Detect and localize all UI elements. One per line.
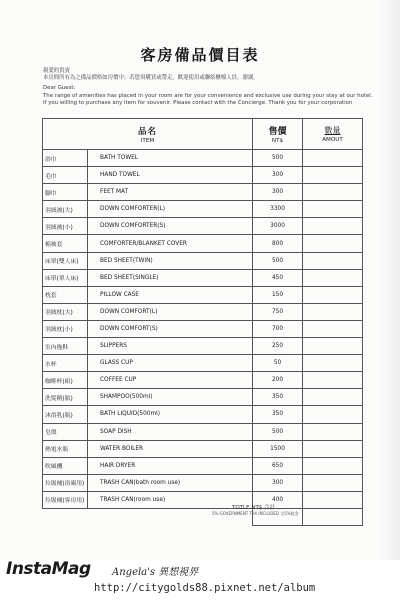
item-name-zh: 沐浴乳(瓶) [43,406,88,423]
table-row [43,457,363,474]
item-price: 50 [253,355,303,372]
item-amount [303,235,363,252]
item-name-en: SHAMPOO(500ml) [88,389,253,406]
item-price: 650 [253,457,303,474]
item-name-zh: 室內拖鞋 [43,338,88,355]
table-row [43,338,363,355]
item-amount [303,338,363,355]
item-name-zh: 吹風機 [43,457,88,474]
item-price: 1500 [253,440,303,457]
item-amount [303,218,363,235]
item-name-en: HAND TOWEL [88,167,253,184]
header-price-zh: 售價 [268,127,287,137]
album-url: http://citygolds88.pixnet.net/album [94,582,316,594]
item-amount [303,406,363,423]
price-table [42,118,363,542]
table-row [43,184,363,201]
item-price: 300 [253,474,303,491]
item-name-en: FEET MAT [88,184,253,201]
item-amount [303,423,363,440]
item-price: 500 [253,423,303,440]
table-row [43,235,363,252]
item-name-zh: 熱電水瓶 [43,440,88,457]
table-row [43,201,363,218]
blank-row-cell [303,526,363,543]
item-amount [303,355,363,372]
item-name-en: COMFORTER/BLANKET COVER [88,235,253,252]
greeting-en-salutation: Dear Guest: [43,85,76,91]
item-amount [303,320,363,337]
total-row-cell [303,508,363,525]
item-name-en: PILLOW CASE [88,286,253,303]
item-amount [303,269,363,286]
item-price: 400 [253,491,303,508]
table-row [43,150,363,167]
item-name-zh: 洗髮精(瓶) [43,389,88,406]
total-row [43,508,363,525]
item-name-zh: 皂盤 [43,423,88,440]
item-name-zh: 水杯 [43,355,88,372]
item-name-en: BATH TOWEL [88,150,253,167]
item-name-en: BED SHEET(TWIN) [88,252,253,269]
header-amount [303,119,363,150]
table-row [43,269,363,286]
item-price: 350 [253,406,303,423]
blank-row-cell [88,526,253,543]
item-amount [303,440,363,457]
item-name-zh: 咖啡杯(組) [43,372,88,389]
item-name-en: BATH LIQUID(500ml) [88,406,253,423]
item-price: 500 [253,150,303,167]
item-name-zh: 棉被套 [43,235,88,252]
item-name-en: DOWN COMFORTER(S) [88,218,253,235]
item-amount [303,303,363,320]
item-price: 500 [253,252,303,269]
header-price [253,119,303,150]
item-name-en: SLIPPERS [88,338,253,355]
header-amount-en: AMOUT [322,137,343,143]
blank-row-cell [253,526,303,543]
greeting-en-line1: The range of amenities has placed in your room are for your convenience and exclusive use during your stay at our hotel. [43,93,373,99]
item-name-en: COFFEE CUP [88,372,253,389]
item-name-zh: 垃圾桶(客房用) [43,491,88,508]
item-name-zh: 腳巾 [43,184,88,201]
item-name-zh: 毛巾 [43,167,88,184]
item-name-en: BED SHEET(SINGLE) [88,269,253,286]
item-name-zh: 羽絨被(大) [43,201,88,218]
item-name-zh: 羽絨枕(小) [43,320,88,337]
item-name-en: WATER BOILER [88,440,253,457]
header-price-en: NT$ [271,138,284,144]
table-row [43,252,363,269]
item-amount [303,150,363,167]
table-row [43,474,363,491]
item-price: 200 [253,372,303,389]
item-amount [303,474,363,491]
blank-row-cell [43,526,88,543]
item-price: 250 [253,338,303,355]
item-amount [303,457,363,474]
item-name-en: DOWN COMFORT(L) [88,303,253,320]
item-name-en: DOWN COMFORTER(L) [88,201,253,218]
item-name-en: GLASS CUP [88,355,253,372]
item-amount [303,372,363,389]
item-name-en: TRASH CAN(bath room use) [88,474,253,491]
table-row [43,491,363,508]
price-table-header [43,119,363,150]
item-amount [303,184,363,201]
item-amount [303,201,363,218]
item-price: 700 [253,320,303,337]
blog-name: Angela's 異想視界 [112,567,199,578]
header-item-en: ITEM [140,137,155,144]
item-name-zh: 垃圾桶(浴廁用) [43,474,88,491]
table-row [43,355,363,372]
item-price: 150 [253,286,303,303]
table-row [43,406,363,423]
item-price: 800 [253,235,303,252]
table-row [43,303,363,320]
table-row [43,440,363,457]
header-item [43,119,253,150]
header-item-zh: 品名 [138,126,158,137]
total-label: TOTLE NT$ 合計 [232,505,276,511]
tax-note: 5% GOVERNMENT TAX INCLUDED 含5%稅金 [212,511,299,516]
item-name-zh: 床單(雙人床) [43,252,88,269]
item-name-en: DOWN COMFORT(S) [88,320,253,337]
item-amount [303,167,363,184]
item-amount [303,286,363,303]
item-name-zh: 浴巾 [43,150,88,167]
item-name-zh: 羽絨枕(大) [43,303,88,320]
total-row-cell [43,508,88,525]
item-name-en: TRASH CAN(room use) [88,491,253,508]
greeting-zh-salutation: 親愛的貴賓 [43,68,70,74]
item-price: 300 [253,184,303,201]
item-price: 350 [253,389,303,406]
item-name-en: SOAP DISH [88,423,253,440]
table-row [43,372,363,389]
item-price: 3000 [253,218,303,235]
greeting-en-line2: If you willing to purchase any item for souvenir. Please contact with the Concierge. Thank you for your corporation [43,100,353,106]
item-name-zh: 枕套 [43,286,88,303]
table-row [43,167,363,184]
table-row [43,320,363,337]
item-name-zh: 羽絨被(小) [43,218,88,235]
table-row [43,286,363,303]
table-row [43,389,363,406]
item-price: 3300 [253,201,303,218]
item-name-zh: 床單(單人床) [43,269,88,286]
item-amount [303,252,363,269]
instamag-brand: InstaMag [6,559,91,579]
table-row [43,423,363,440]
item-price: 300 [253,167,303,184]
page-edge-shadow [380,0,400,560]
item-amount [303,491,363,508]
blank-row [43,526,363,543]
item-amount [303,389,363,406]
header-amount-zh: 數量 [324,126,341,135]
table-row [43,218,363,235]
item-price: 450 [253,269,303,286]
item-price: 750 [253,303,303,320]
greeting-zh-line: 本房間所有為之備品價格如房價中；若您須購買或帶走，歡迎使用或聯絡櫃檯人員，謝謝。 [43,75,259,81]
item-name-en: HAIR DRYER [88,457,253,474]
document-title: 客房備品價目表 [140,46,260,64]
